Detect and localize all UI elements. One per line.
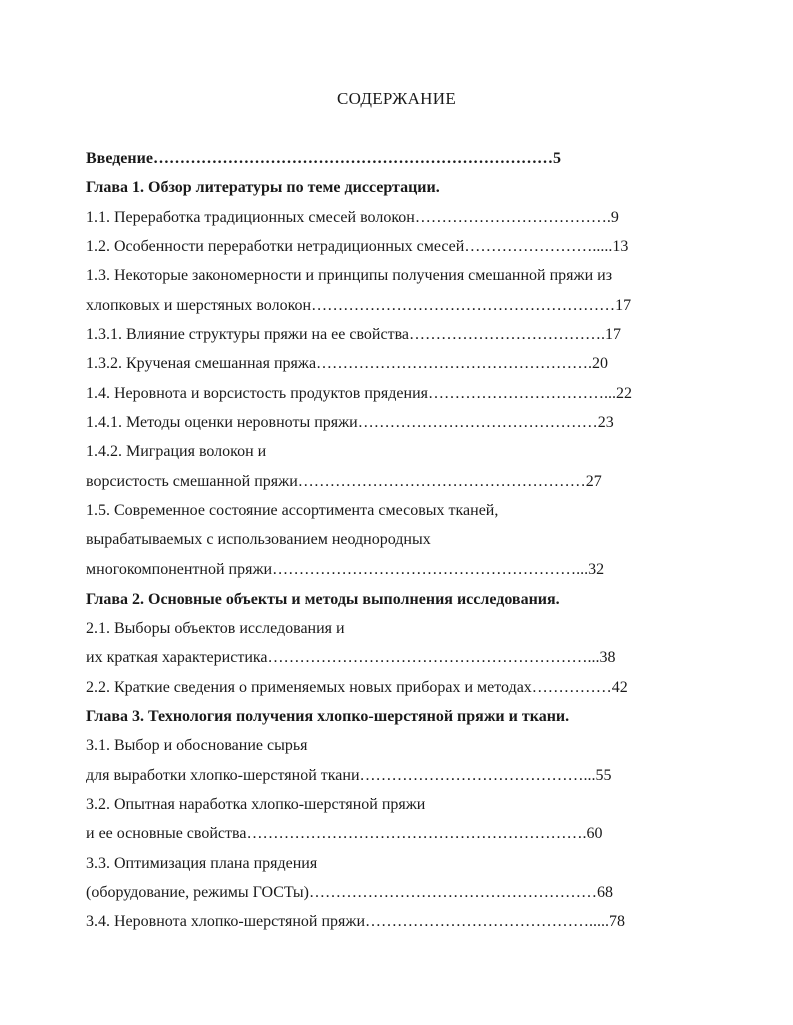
toc-entry-3-4: 3.4. Неровнота хлопко-шерстяной пряжи…………………………………….....78 <box>86 913 626 930</box>
toc-entry-1-5-cont-a: вырабатываемых с использованием неоднородных <box>86 531 431 548</box>
toc-entry-1-4-1: 1.4.1. Методы оценки неровноты пряжи………………………………………23 <box>86 414 614 431</box>
toc-chapter-3: Глава 3. Технология получения хлопко-шерстяной пряжи и ткани. <box>86 708 570 725</box>
toc-entry-3-2: 3.2. Опытная наработка хлопко-шерстяной пряжи <box>86 796 426 813</box>
toc-entry-3-2-cont: и ее основные свойства……………………………………………………….60 <box>86 825 603 842</box>
toc-entry-1-3-2: 1.3.2. Крученая смешанная пряжа…………………………………………….20 <box>86 355 609 372</box>
toc-entry-1-4: 1.4. Неровнота и ворсистость продуктов прядения……………………………...22 <box>86 385 632 402</box>
toc-entry-1-5-cont-b: многокомпонентной пряжи…………………………………………………...32 <box>86 561 605 578</box>
toc-entry-1-3-1: 1.3.1. Влияние структуры пряжи на ее свойства……………………………….17 <box>86 326 622 343</box>
toc-entry-1-3-cont: хлопковых и шерстяных волокон…………………………………………………17 <box>86 297 632 314</box>
toc-chapter-2: Глава 2. Основные объекты и методы выполнения исследования. <box>86 591 560 608</box>
toc-entry-1-5: 1.5. Современное состояние ассортимента смесовых тканей, <box>86 502 499 519</box>
toc-entry-1-2: 1.2. Особенности переработки нетрадиционных смесей…………………….....13 <box>86 238 629 255</box>
page-title: СОДЕРЖАНИЕ <box>336 89 457 108</box>
toc-entry-introduction: Введение…………………………………………………………………5 <box>86 150 561 167</box>
toc-entry-1-1: 1.1. Переработка традиционных смесей волокон……………………………….9 <box>86 209 619 226</box>
toc-entry-2-1: 2.1. Выборы объектов исследования и <box>86 620 345 637</box>
toc-chapter-1: Глава 1. Обзор литературы по теме диссертации. <box>86 179 440 196</box>
toc-entry-3-3-cont: (оборудование, режимы ГОСТы)………………………………………………68 <box>86 884 613 901</box>
toc-entry-1-3: 1.3. Некоторые закономерности и принципы получения смешанной пряжи из <box>86 267 613 284</box>
toc-entry-1-4-2-cont: ворсистость смешанной пряжи………………………………………………27 <box>86 473 602 490</box>
toc-entry-3-1-cont: для выработки хлопко-шерстяной ткани……………………………………...55 <box>86 767 612 784</box>
toc-entry-3-3: 3.3. Оптимизация плана прядения <box>86 855 318 872</box>
toc-entry-2-2: 2.2. Краткие сведения о применяемых новых приборах и методах……………42 <box>86 679 628 696</box>
toc-entry-3-1: 3.1. Выбор и обоснование сырья <box>86 737 308 754</box>
toc-entry-2-1-cont: их краткая характеристика……………………………………………………...38 <box>86 649 616 666</box>
toc-entry-1-4-2: 1.4.2. Миграция волокон и <box>86 443 267 460</box>
